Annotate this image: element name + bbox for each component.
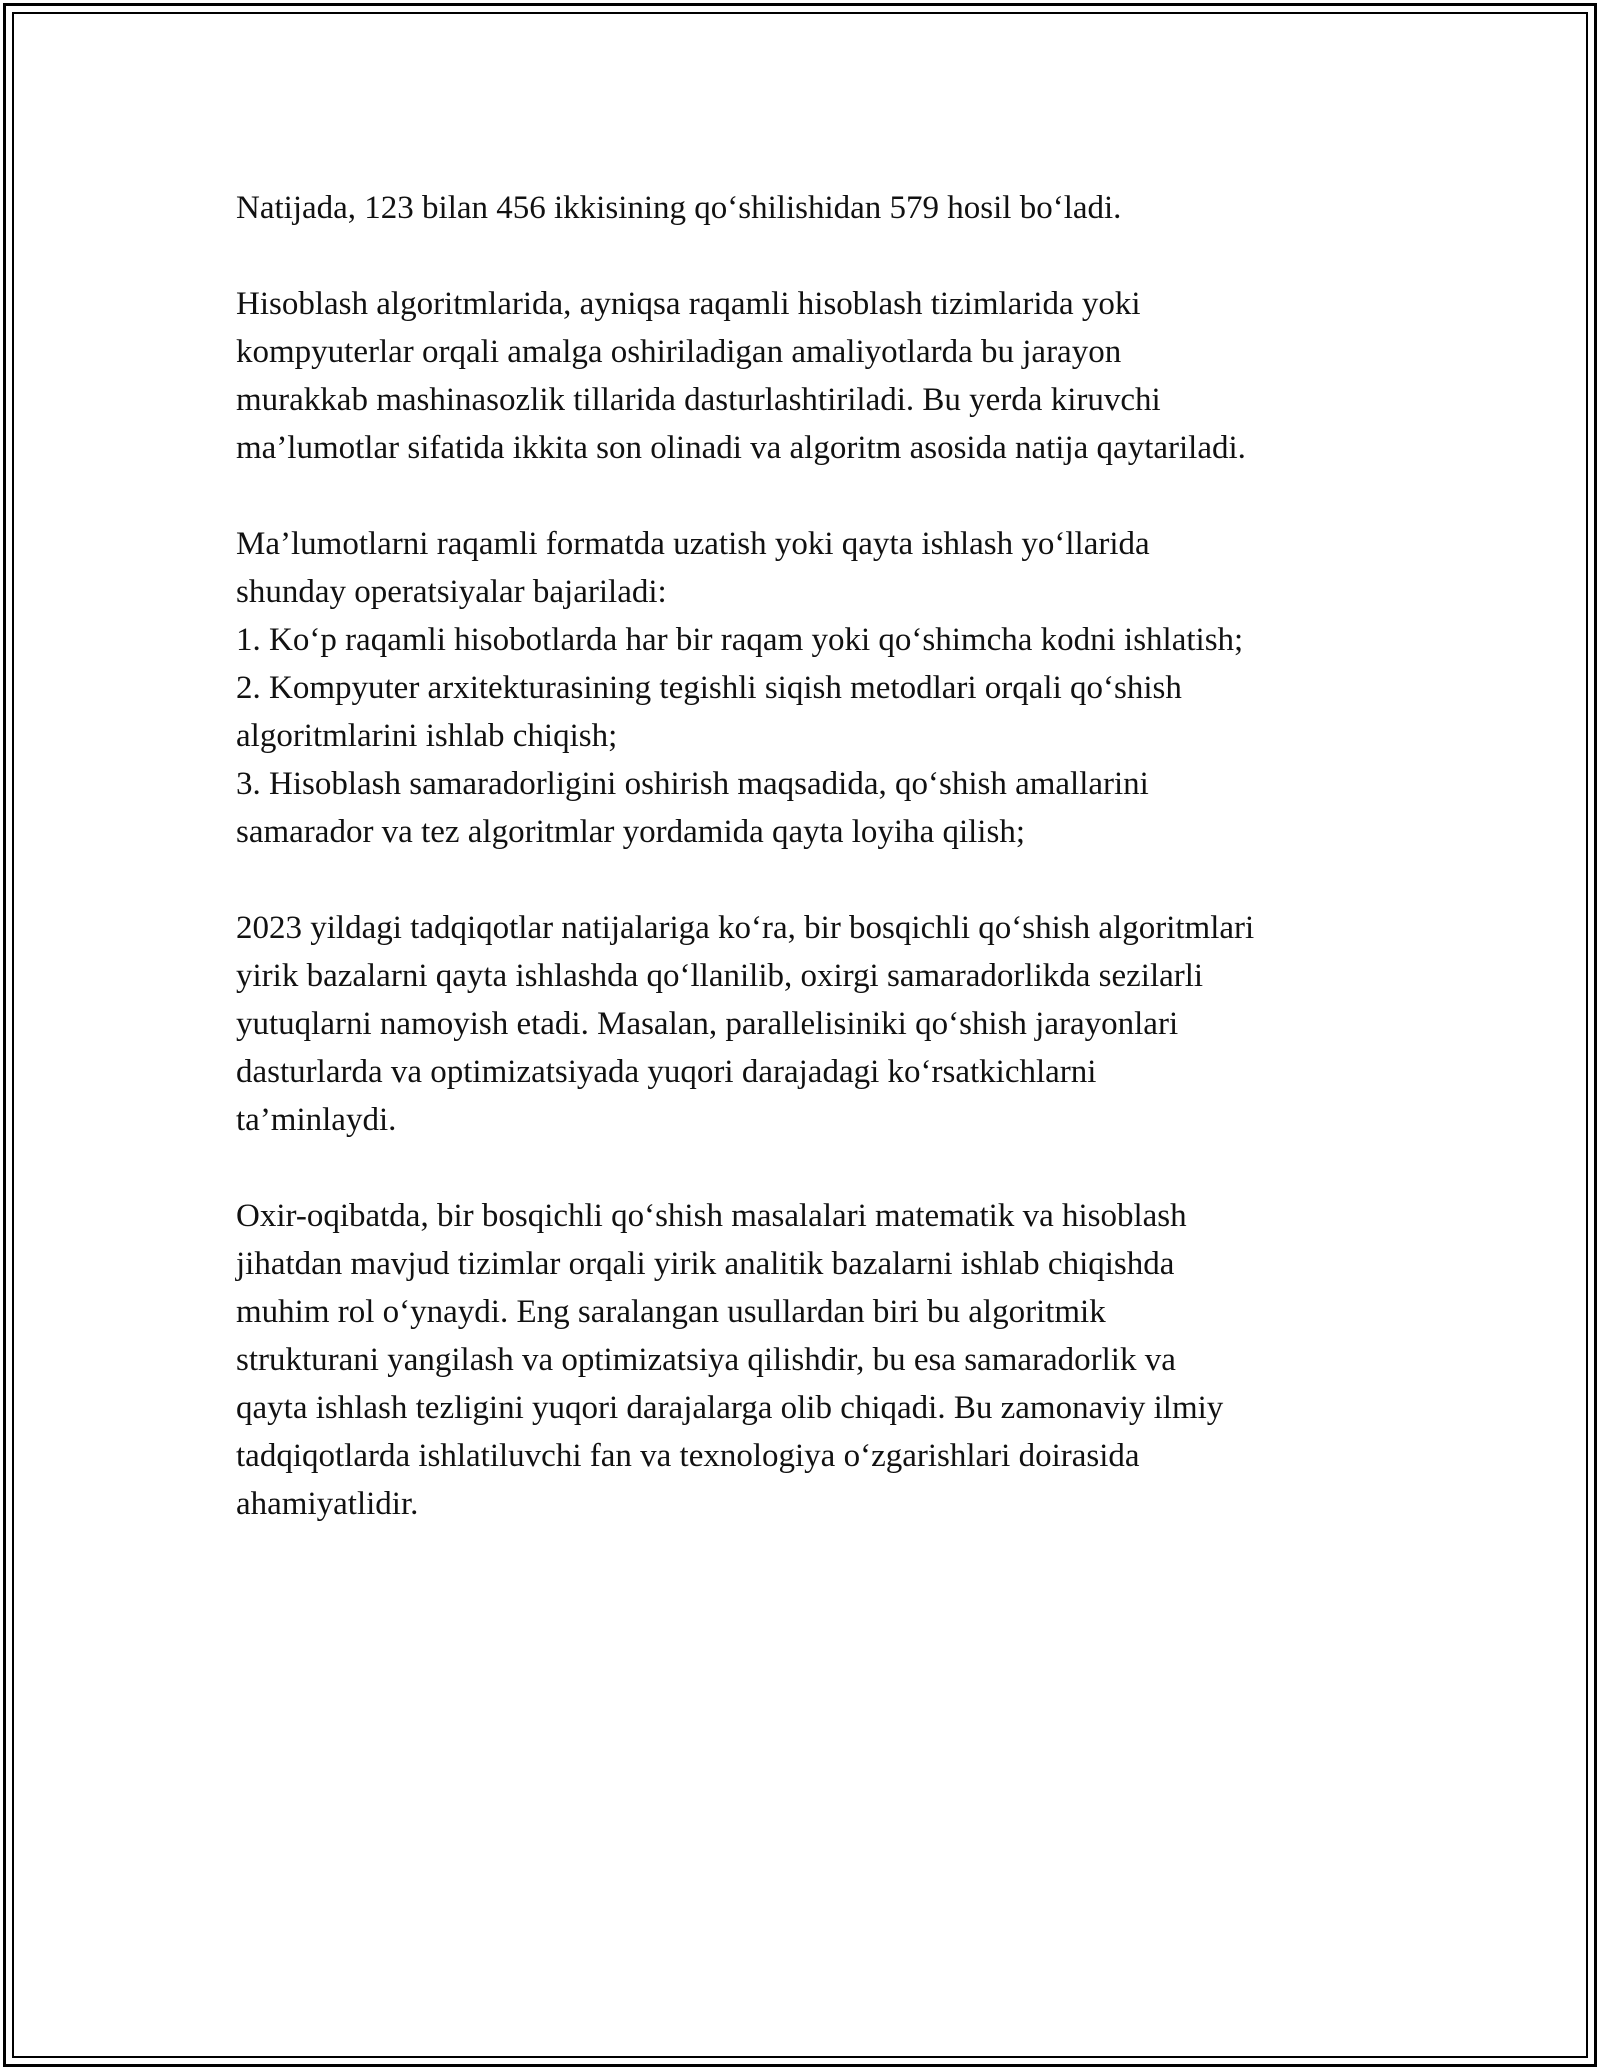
list-item-continuation: algoritmlarini ishlab chiqish; — [236, 718, 618, 754]
text-line: strukturani yangilash va optimizatsiya qilishdir, bu esa samaradorlik va — [236, 1342, 1176, 1378]
text-line: Ma’lumotlarni raqamli formatda uzatish yoki qayta ishlash yo‘llarida — [236, 526, 1150, 562]
list-item: 3. Hisoblash samaradorligini oshirish maqsadida, qo‘shish amallarini — [236, 766, 1149, 802]
list-item: 1. Ko‘p raqamli hisobotlarda har bir raqam yoki qo‘shimcha kodni ishlatish; — [236, 622, 1244, 658]
text-line: dasturlarda va optimizatsiyada yuqori darajadagi ko‘rsatkichlarni — [236, 1054, 1097, 1090]
text-line: jihatdan mavjud tizimlar orqali yirik analitik bazalarni ishlab chiqishda — [236, 1246, 1175, 1282]
paragraph-research-2023 — [236, 904, 1386, 1144]
paragraph-algorithms — [236, 280, 1386, 472]
text-line: kompyuterlar orqali amalga oshiriladigan amaliyotlarda bu jarayon — [236, 334, 1122, 370]
paragraph-conclusion — [236, 1192, 1386, 1528]
text-line: Hisoblash algoritmlarida, ayniqsa raqamli hisoblash tizimlarida yoki — [236, 286, 1141, 322]
text-line: muhim rol o‘ynaydi. Eng saralangan usullardan biri bu algoritmik — [236, 1294, 1106, 1330]
text-line: Oxir-oqibatda, bir bosqichli qo‘shish masalalari matematik va hisoblash — [236, 1198, 1187, 1234]
text-line: shunday operatsiyalar bajariladi: — [236, 574, 667, 610]
text-line: yirik bazalarni qayta ishlashda qo‘llanilib, oxirgi samaradorlikda sezilarli — [236, 958, 1204, 994]
text-line: ahamiyatlidir. — [236, 1486, 419, 1522]
document-body — [236, 184, 1386, 1576]
text-line: murakkab mashinasozlik tillarida dasturlashtiriladi. Bu yerda kiruvchi — [236, 382, 1161, 418]
paragraph-result — [236, 184, 1386, 232]
paragraph-operations-list — [236, 520, 1386, 856]
text-line: tadqiqotlarda ishlatiluvchi fan va texnologiya o‘zgarishlari doirasida — [236, 1438, 1140, 1474]
list-item: 2. Kompyuter arxitekturasining tegishli siqish metodlari orqali qo‘shish — [236, 670, 1182, 706]
list-item-continuation: samarador va tez algoritmlar yordamida qayta loyiha qilish; — [236, 814, 1025, 850]
text-line: ta’minlaydi. — [236, 1102, 397, 1138]
text-line: ma’lumotlar sifatida ikkita son olinadi va algoritm asosida natija qaytariladi. — [236, 430, 1246, 466]
text-line: qayta ishlash tezligini yuqori darajalarga olib chiqadi. Bu zamonaviy ilmiy — [236, 1390, 1224, 1426]
text-line: 2023 yildagi tadqiqotlar natijalariga ko‘ra, bir bosqichli qo‘shish algoritmlari — [236, 910, 1255, 946]
text-line: Natijada, 123 bilan 456 ikkisining qo‘shilishidan 579 hosil bo‘ladi. — [236, 190, 1122, 226]
text-line: yutuqlarni namoyish etadi. Masalan, parallelisiniki qo‘shish jarayonlari — [236, 1006, 1179, 1042]
